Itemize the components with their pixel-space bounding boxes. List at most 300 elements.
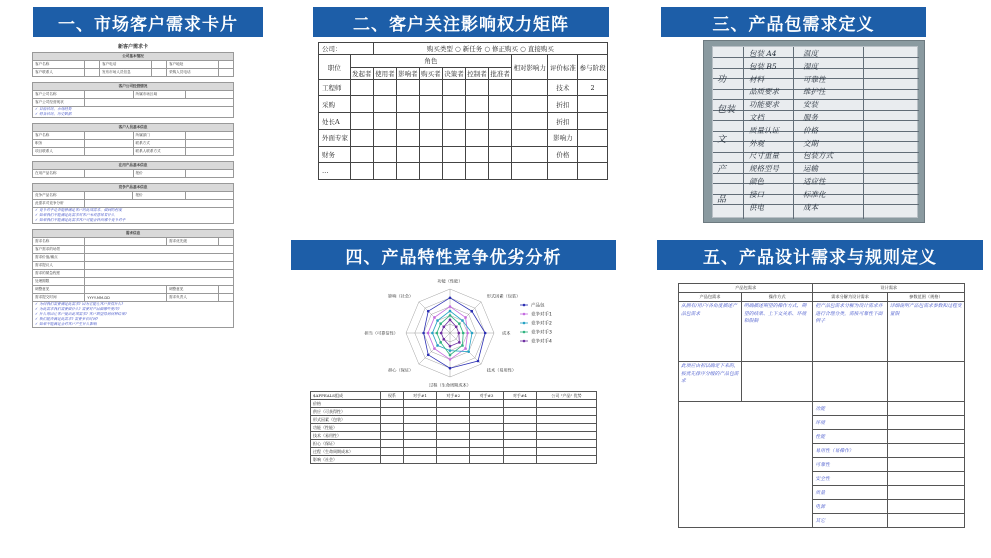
matrix-buy-type [373, 43, 607, 55]
card-label: 客户名称 [33, 132, 85, 140]
appeals-header: 权系 [381, 392, 404, 400]
card-label: 采购人员电话 [167, 69, 219, 77]
appeals-cell [381, 416, 404, 424]
legend-label: 产品包 [531, 303, 545, 309]
appeals-cell [403, 416, 436, 424]
card-label: 客户地址 [167, 61, 219, 69]
design-attribute: 功能 [813, 402, 887, 416]
appeals-cell [503, 448, 536, 456]
card-value [219, 286, 234, 294]
sheet-item: 标准化 [803, 189, 826, 199]
design-attribute: 可靠性 [813, 458, 887, 472]
buy-type-option: ○ 直接购买 [520, 45, 554, 54]
sheet-item: 服务 [803, 113, 818, 122]
matrix-stage: 2 [578, 79, 608, 96]
appeals-cell [470, 416, 503, 424]
section-banner-package-definition: 三、产品包需求定义 [661, 7, 926, 37]
card-section-header-row [33, 53, 234, 61]
card-value [85, 278, 234, 286]
appeals-row [311, 416, 597, 424]
matrix-influence [512, 96, 548, 113]
sheet-item: 适应性 [803, 177, 826, 186]
card-value [85, 91, 133, 99]
card-value [152, 61, 167, 69]
card-section-header-row [33, 230, 234, 238]
card-section-table [32, 183, 234, 224]
appeals-cell [537, 440, 597, 448]
card-row [33, 69, 234, 77]
card-label: 所属市场区域 [133, 91, 185, 99]
design-attribute: 性能 [813, 430, 887, 444]
card-value [185, 170, 233, 178]
card-row [33, 270, 234, 278]
radar-point [439, 322, 442, 325]
appeals-component: 影响（社会） [311, 456, 381, 464]
matrix-criterion: 价格 [548, 146, 578, 163]
design-cell [887, 472, 964, 486]
radar-point [449, 367, 452, 370]
section-banner-influence-matrix: 二、客户关注影响权力矩阵 [313, 7, 609, 37]
card-row [33, 286, 234, 294]
appeals-row [311, 424, 597, 432]
matrix-criterion: 折扣 [548, 113, 578, 130]
card-value [85, 254, 234, 262]
buy-type-option: ○ 新任务 [455, 45, 485, 54]
matrix-stage [578, 129, 608, 146]
card-value [85, 99, 234, 107]
card-section-header-row [33, 184, 234, 192]
appeals-component: 价格 [311, 400, 381, 408]
section-banner-design-rules: 五、产品设计需求与规则定义 [657, 240, 983, 270]
design-cell [813, 362, 887, 402]
card-row [33, 294, 234, 302]
card-label: 职务 [33, 140, 85, 148]
appeals-component: 功能（性能） [311, 424, 381, 432]
radar-point [449, 345, 452, 348]
matrix-role-header: 角色 [350, 55, 511, 67]
matrix-criterion: 折扣 [548, 96, 578, 113]
appeals-cell [470, 424, 503, 432]
sheet-item: 包装方式 [803, 151, 833, 161]
appeals-header-row [311, 392, 597, 400]
card-label: 报价 [133, 192, 185, 200]
radar-point [458, 341, 461, 344]
card-label: 项目联系人 [33, 148, 85, 156]
card-section-table [32, 229, 234, 328]
appeals-cell [503, 424, 536, 432]
radar-point [427, 353, 430, 356]
matrix-stage [578, 146, 608, 163]
design-cell [887, 362, 964, 402]
radar-point [449, 319, 452, 322]
section-banner-competitive-analysis: 四、产品特性竞争优劣分析 [291, 240, 616, 270]
appeals-cell [470, 432, 503, 440]
matrix-position: 处长A [319, 113, 351, 130]
radar-point [431, 332, 434, 335]
appeals-cell [537, 416, 597, 424]
radar-point [467, 350, 470, 353]
design-header: 操作方式 [741, 293, 813, 302]
appeals-header: 对手#4 [503, 392, 536, 400]
design-row [679, 302, 965, 362]
appeals-row [311, 432, 597, 440]
matrix-cell [419, 96, 442, 113]
matrix-row [319, 79, 608, 96]
card-value [85, 270, 234, 278]
appeals-component: 形式因素（包装） [311, 416, 381, 424]
matrix-row [319, 163, 608, 180]
card-value [85, 246, 234, 254]
design-group-row [679, 284, 965, 293]
appeals-row [311, 408, 597, 416]
design-attribute: 电源 [813, 500, 887, 514]
appeals-row [311, 448, 597, 456]
card-row [33, 132, 234, 140]
radar-point [464, 316, 467, 319]
card-row [33, 148, 234, 156]
appeals-cell [537, 408, 597, 416]
radar-point [464, 347, 467, 350]
card-question: ✓ 目前状况、市场趋势 [35, 107, 72, 111]
radar-point [449, 349, 452, 352]
matrix-cell [442, 113, 465, 130]
card-value [219, 238, 234, 246]
radar-point [455, 325, 458, 328]
matrix-cell [466, 146, 489, 163]
sheet-item: 颜色 [749, 177, 764, 186]
design-header: 参数范围（规格） [887, 293, 964, 302]
matrix-cell [489, 113, 512, 130]
matrix-extra-header: 评价标准 [548, 55, 578, 80]
radar-point [422, 332, 425, 335]
card-value [85, 200, 234, 208]
legend-label: 竞争对手4 [531, 339, 552, 345]
card-section-table [32, 161, 234, 178]
design-cell: 此项应由初以确定下来的，按优先排序分级的产品包需求 [679, 362, 742, 402]
matrix-cell [466, 79, 489, 96]
card-label: 在用产品名称 [33, 170, 85, 178]
card-label: 需求优先级 [166, 238, 218, 246]
appeals-cell [437, 440, 470, 448]
card-value [85, 61, 100, 69]
sheet-item: 包装 A4 [749, 49, 777, 58]
card-questions [33, 302, 234, 328]
matrix-influence [512, 113, 548, 130]
matrix-influence [512, 79, 548, 96]
card-question-row [33, 208, 234, 224]
card-questions [33, 208, 234, 224]
card-question: ✓ 为何我们需要满足此需求? 因为它能让客户获得什么? [35, 302, 124, 306]
design-cell [887, 500, 964, 514]
card-value [85, 262, 234, 270]
design-cell [887, 430, 964, 444]
sheet-left-label: 包装 [717, 105, 736, 115]
matrix-cell [442, 163, 465, 180]
card-label: 需求提议人 [33, 262, 85, 270]
appeals-header: 对手#1 [403, 392, 436, 400]
sheet-item: 成本 [803, 202, 818, 212]
card-row [33, 170, 234, 178]
card-value [185, 148, 233, 156]
legend-marker [523, 322, 526, 325]
radar-chart [300, 275, 600, 389]
matrix-role-header-row [319, 55, 608, 67]
card-questions [33, 107, 234, 118]
matrix-cell [489, 129, 512, 146]
matrix-extra-header: 参与阶段 [578, 55, 608, 80]
matrix-influence [512, 163, 548, 180]
design-group-design: 设计需求 [813, 284, 965, 293]
legend-marker [523, 313, 526, 316]
radar-point [471, 332, 474, 335]
design-cell [887, 444, 964, 458]
card-question: ✓ 竞争对手是否能够满足客户的此项需求、做到的程度 [35, 208, 122, 212]
card-value [85, 140, 133, 148]
card-row [33, 238, 234, 246]
sheet-item: 维护性 [803, 87, 826, 97]
design-table [678, 283, 965, 528]
appeals-cell [437, 448, 470, 456]
appeals-cell [381, 400, 404, 408]
appeals-cell [403, 448, 436, 456]
design-attr-row [679, 402, 965, 416]
appeals-cell [503, 440, 536, 448]
matrix-cell [466, 113, 489, 130]
card-value [85, 192, 133, 200]
matrix-cell [396, 129, 419, 146]
matrix-cell [489, 146, 512, 163]
radar-point [449, 314, 452, 317]
appeals-cell [403, 432, 436, 440]
card-section-title: 需求信息 [33, 230, 234, 238]
matrix-cell [350, 129, 373, 146]
sheet-left-label: 产 [717, 165, 727, 175]
matrix-cell [350, 163, 373, 180]
appeals-cell [403, 456, 436, 464]
card-question: ✓ 如果我们不能满足此需求客户可能会转向哪个竞争对手 [35, 218, 126, 222]
design-cell [887, 458, 964, 472]
sheet-item: 规格型号 [749, 164, 779, 174]
sheet-column-line [863, 47, 864, 219]
appeals-header: 对手#3 [470, 392, 503, 400]
sheet-item: 材料 [749, 74, 764, 84]
design-cell [887, 402, 964, 416]
radar-axis-label: 担心（保证） [388, 367, 414, 373]
design-attribute: 安全性 [813, 472, 887, 486]
card-question-row [33, 302, 234, 328]
matrix-extra-header: 相对影响力 [512, 55, 548, 80]
card-value [219, 61, 234, 69]
appeals-cell [437, 400, 470, 408]
card-label: 所属部门 [133, 132, 185, 140]
matrix-row [319, 146, 608, 163]
matrix-cell [396, 113, 419, 130]
matrix-cell [373, 163, 396, 180]
sheet-item: 外观 [749, 138, 764, 148]
matrix-role: 使用者 [373, 67, 396, 79]
card-label: 报价 [133, 170, 185, 178]
appeals-component: 担心（保证） [311, 440, 381, 448]
card-row [33, 99, 234, 107]
legend-marker [523, 304, 526, 307]
sheet-item: 尺寸重量 [749, 151, 779, 161]
appeals-cell [503, 432, 536, 440]
appeals-cell [470, 440, 503, 448]
radar-point [449, 358, 452, 361]
matrix-stage [578, 163, 608, 180]
appeals-cell [403, 440, 436, 448]
card-body [32, 52, 234, 328]
card-value [185, 140, 233, 148]
matrix-cell [350, 96, 373, 113]
matrix-row [319, 113, 608, 130]
matrix-buy-type-row [319, 43, 608, 55]
design-cell: 从拥有/用户/各角度描述产品包需求 [679, 302, 742, 362]
card-row [33, 262, 234, 270]
card-value [85, 132, 133, 140]
card-section-header-row [33, 83, 234, 91]
section-banner-market-card: 一、市场客户需求卡片 [33, 7, 263, 37]
design-attribute: 环境 [813, 416, 887, 430]
matrix-position-header: 职位 [319, 55, 351, 80]
radar-point [461, 319, 464, 322]
radar-axis-label: 技术（易用性） [486, 367, 517, 373]
matrix-cell [466, 129, 489, 146]
radar-point [449, 354, 452, 357]
design-cell: 把产品包需求分解为设计需求并进行合理分类，需按可靠性下面例子 [813, 302, 887, 362]
card-row [33, 140, 234, 148]
matrix-position: 财务 [319, 146, 351, 163]
matrix-row [319, 129, 608, 146]
radar-point [442, 338, 445, 341]
matrix-cell [373, 96, 396, 113]
design-cell [741, 362, 813, 402]
card-section-title: 在用产品基本信息 [33, 162, 234, 170]
matrix-cell [373, 113, 396, 130]
card-label: 需求提交时间 [33, 294, 85, 302]
appeals-table [310, 391, 597, 464]
design-cell: 明确描述期望的操作方式、期望的结果、上下文关系、环境和限制 [741, 302, 813, 362]
appeals-cell [437, 432, 470, 440]
matrix-cell [396, 96, 419, 113]
matrix-cell [350, 113, 373, 130]
appeals-component: 技术（易用性） [311, 432, 381, 440]
matrix-cell [419, 163, 442, 180]
card-label: 联系方式 [133, 140, 185, 148]
matrix-cell [442, 129, 465, 146]
matrix-position: 外面专家 [319, 129, 351, 146]
card-value: YYYY-MM-DD [85, 294, 167, 302]
appeals-component: 供应（可获得性） [311, 408, 381, 416]
appeals-cell [381, 424, 404, 432]
card-row [33, 61, 234, 69]
card-row [33, 254, 234, 262]
card-label: 需求的紧急程度 [33, 270, 85, 278]
radar-point [442, 325, 445, 328]
radar-point [477, 360, 480, 363]
radar-axis-label: 功能（性能） [437, 278, 463, 284]
card-question: ✓ 我们能否满足此需求? 需要多长时间? [35, 317, 99, 321]
design-requirements [678, 283, 965, 546]
appeals-cell [403, 400, 436, 408]
radar-point [433, 347, 436, 350]
buy-type-label: 购买类型 [426, 45, 455, 54]
appeals-cell [503, 408, 536, 416]
sheet-left-label: 品 [717, 195, 727, 205]
design-cell [887, 416, 964, 430]
radar-axis-label: 过程（生命周期成本） [429, 382, 471, 388]
card-question: ✓ 如果不能满足会对客户产生什么影响 [35, 322, 97, 326]
matrix-cell [442, 79, 465, 96]
legend-label: 竞争对手3 [531, 330, 552, 336]
matrix-cell [350, 79, 373, 96]
card-value [85, 238, 167, 246]
design-attribute: 其它 [813, 514, 887, 528]
appeals-cell [381, 456, 404, 464]
appeals-cell [503, 456, 536, 464]
matrix-cell [466, 163, 489, 180]
card-section-table [32, 82, 234, 118]
card-label: 需求负责人 [166, 294, 218, 302]
matrix-cell [419, 146, 442, 163]
matrix-cell [396, 79, 419, 96]
card-question: ✓ 为此需求我们需要做什么? 需要对产品做哪些更改? [35, 307, 120, 311]
matrix-cell [442, 96, 465, 113]
sheet-item: 温度 [803, 49, 818, 58]
card-question: ✓ 财务状况、历史数据 [35, 112, 72, 116]
card-label: 调整意见 [166, 286, 218, 294]
appeals-cell [503, 400, 536, 408]
design-attribute: 易用性（易操作） [813, 444, 887, 458]
matrix-cell [442, 146, 465, 163]
customer-requirement-card [32, 42, 234, 355]
matrix-stage [578, 96, 608, 113]
influence-matrix [318, 42, 608, 182]
radar-point [439, 341, 442, 344]
design-cell: 详细说明产品包需求参数和过程变量限 [887, 302, 964, 362]
paper-sheet [712, 46, 918, 218]
card-row [33, 200, 234, 208]
radar-axis-label: 影响（社会） [388, 293, 414, 299]
appeals-cell [537, 400, 597, 408]
design-cell [887, 514, 964, 528]
card-section-title: 公司基本情况 [33, 53, 234, 61]
matrix-criterion: 技术 [548, 79, 578, 96]
legend-label: 竞争对手2 [531, 321, 552, 327]
sheet-item: 安装 [803, 100, 818, 110]
card-value [85, 170, 133, 178]
radar-point [436, 344, 439, 347]
appeals-cell [381, 440, 404, 448]
appeals-component: 过程（生命周期成本） [311, 448, 381, 456]
buy-type-option: ○ 修正购买 [484, 45, 521, 54]
design-header: 需求分解为设计需求 [813, 293, 887, 302]
matrix-cell [396, 163, 419, 180]
appeals-cell [537, 424, 597, 432]
sheet-item: 交期 [803, 138, 818, 148]
sheet-item: 湿度 [803, 61, 818, 71]
matrix-cell [373, 129, 396, 146]
card-label: 联系人联系方式 [133, 148, 185, 156]
card-row [33, 192, 234, 200]
radar-axis-label: 担当（可靠信性） [364, 330, 398, 336]
matrix-cell [466, 96, 489, 113]
sheet-item: 供电 [749, 202, 764, 212]
sheet-item: 功能要求 [749, 100, 779, 110]
sheet-item: 质量认证 [749, 125, 779, 135]
sheet-item: 包装 B5 [749, 61, 777, 71]
radar-point [484, 332, 487, 335]
